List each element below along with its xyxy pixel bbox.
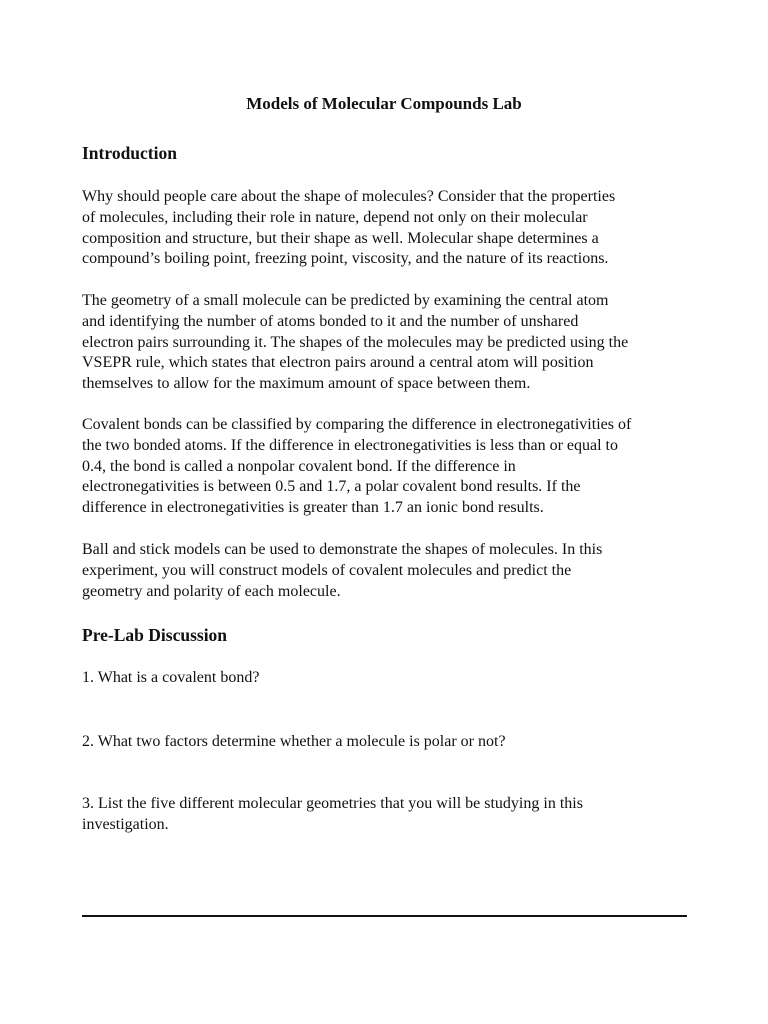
- intro-paragraph-1: Why should people care about the shape of molecules? Consider that the properties of molecules, including their role in nature, depend not only on their molecular composition and structure, but their shape as well. Molecular shape determines a compound’s boiling point, freezing point, viscosity, and the nature of its reactions.: [82, 188, 616, 268]
- intro-paragraph-4: Ball and stick models can be used to demonstrate the shapes of molecules. In this experiment, you will construct models of covalent molecules and predict the geometry and polarity of each molecule.: [82, 541, 603, 600]
- prelab-question-1: 1. What is a covalent bond?: [82, 669, 260, 686]
- prelab-heading: Pre-Lab Discussion: [82, 625, 228, 645]
- prelab-question-2: 2. What two factors determine whether a molecule is polar or not?: [82, 733, 506, 750]
- introduction-heading: Introduction: [82, 143, 177, 163]
- intro-paragraph-2: The geometry of a small molecule can be predicted by examining the central atom and identifying the number of atoms bonded to it and the number of unshared electron pairs surrounding it. The shapes of the molecules may be predicted using the VSEPR rule, which states that electron pairs around a central atom will position themselves to allow for the maximum amount of space between them.: [82, 292, 629, 393]
- intro-paragraph-3: Covalent bonds can be classified by comparing the difference in electronegativities of the two bonded atoms. If the difference in electronegativities is less than or equal to 0.4, the bond is called a nonpolar covalent bond. If the difference in electronegativities is between 0.5 and 1.7, a polar covalent bond results. If the difference in electronegativities is greater than 1.7 an ionic bond results.: [82, 416, 632, 517]
- answer-line: [82, 915, 687, 917]
- document-title: Models of Molecular Compounds Lab: [246, 94, 522, 113]
- prelab-question-3: 3. List the five different molecular geometries that you will be studying in this investigation.: [82, 795, 583, 833]
